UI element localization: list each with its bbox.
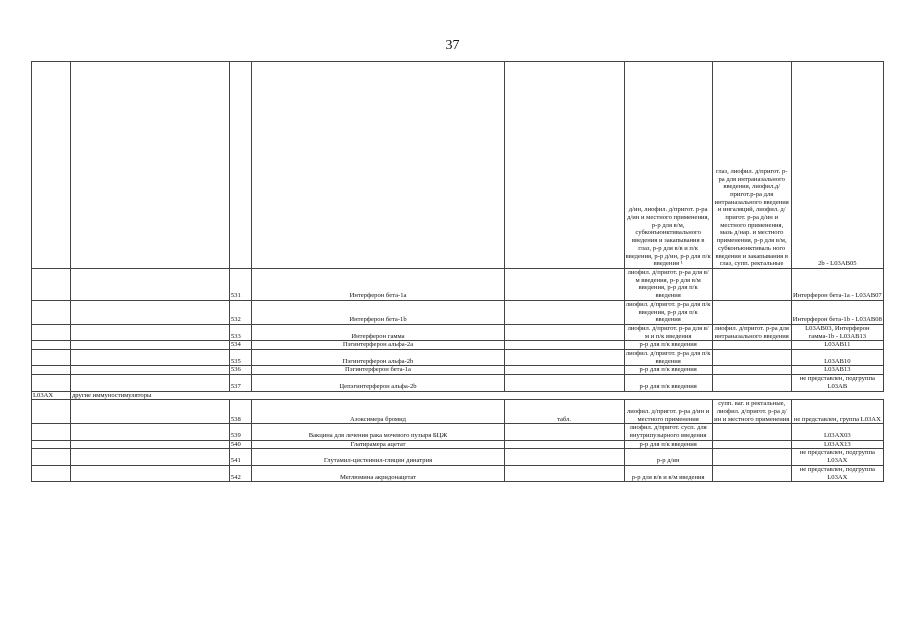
dosage-forms-cell: р-р для п/к введения xyxy=(624,341,712,350)
table-row xyxy=(32,465,884,481)
atc-code-cell: L03AB11 xyxy=(791,341,883,350)
table-cell xyxy=(32,424,71,440)
atc-code-cell: Интерферон бета-1а - L03AB07 xyxy=(791,269,883,301)
note-cell: табл. xyxy=(504,400,624,424)
drug-name: Интерферон бета-1b xyxy=(252,300,504,324)
group-code: L03AX xyxy=(32,391,71,400)
row-number: 531 xyxy=(229,269,252,301)
table-cell xyxy=(70,400,229,424)
dosage-forms-cell: лиофил. д/пригот. р-ра для в/м и п/к введения xyxy=(624,324,712,340)
table-cell xyxy=(70,375,229,391)
atc-code-cell: не представлен, группа L03AX xyxy=(791,400,883,424)
table-cell xyxy=(70,424,229,440)
note-cell xyxy=(504,350,624,366)
dosage-forms-cell: р-р для в/в и в/м введения xyxy=(624,465,712,481)
table-cell xyxy=(32,324,71,340)
note-cell xyxy=(504,440,624,449)
row-number: 533 xyxy=(229,324,252,340)
note-cell xyxy=(504,324,624,340)
atc-code-cell: L03AX03 xyxy=(791,424,883,440)
note-cell xyxy=(504,341,624,350)
dosage-forms-cell: лиофил. д/пригот. сусп. для внутрипузырного введения xyxy=(624,424,712,440)
dosage-forms-cell: супп. ваг. и ректальные, лиофил. д/пригот. р-ра д/ин и местного применения xyxy=(714,400,790,423)
dosage-forms-cell: р-р для п/к введения xyxy=(624,366,712,375)
table-row xyxy=(32,375,884,391)
note-cell xyxy=(504,300,624,324)
drug-name: Интерферон бета-1а xyxy=(252,269,504,301)
table-cell xyxy=(32,350,71,366)
table-cell xyxy=(70,449,229,465)
note-cell xyxy=(504,465,624,481)
dosage-forms-cell: лиофил. д/пригот. р-ра для п/к введения xyxy=(625,350,711,365)
table-cell xyxy=(70,465,229,481)
table-row xyxy=(32,341,884,350)
atc-code-cell: Интерферон бета-1b - L03AB08 xyxy=(791,300,883,324)
table-cell xyxy=(70,300,229,324)
table-cell xyxy=(504,62,624,269)
group-label: другие иммуностимуляторы xyxy=(70,391,883,400)
table-cell xyxy=(32,300,71,324)
table-row xyxy=(32,350,884,366)
dosage-forms-cell xyxy=(712,350,791,366)
dosage-forms-cell: лиофил. д/пригот. р-ра для в/м введения, р-р для в/м введения, р-р для п/к введения xyxy=(624,269,712,301)
table-cell xyxy=(70,440,229,449)
dosage-forms-cell: р-р для п/к введения xyxy=(624,375,712,391)
atc-code-cell: не представлен, подгруппа L03AX xyxy=(791,449,883,465)
table-row xyxy=(32,400,884,424)
atc-code-cell: L03AB03, Интерферон гамма-1b - L03AB13 xyxy=(791,324,883,340)
atc-code-cell: L03AB10 xyxy=(791,350,883,366)
table-row xyxy=(32,440,884,449)
table-row xyxy=(32,324,884,340)
row-number: 536 xyxy=(229,366,252,375)
row-number: 537 xyxy=(229,375,252,391)
drug-name: Пэгинтерферон альфа-2b xyxy=(252,350,504,366)
table-cell xyxy=(70,366,229,375)
table-cell xyxy=(32,62,71,269)
table-row xyxy=(32,300,884,324)
table-cell xyxy=(70,341,229,350)
dosage-forms-cell: р-р д/ин xyxy=(624,449,712,465)
table-row xyxy=(32,62,884,269)
atc-code-cell: L03AB13 xyxy=(791,366,883,375)
table-row xyxy=(32,424,884,440)
table-cell xyxy=(32,440,71,449)
dosage-forms-cell: лиофил. д/пригот. р-ра для п/к введения, р-р для п/к введения xyxy=(625,300,711,324)
table-cell xyxy=(32,375,71,391)
table-cell xyxy=(252,62,504,269)
row-number: 542 xyxy=(229,465,252,481)
table-cell xyxy=(70,350,229,366)
atc-code-cell: не представлен, подгруппа L03AB xyxy=(791,375,883,391)
note-cell xyxy=(504,424,624,440)
row-number: 534 xyxy=(229,341,252,350)
drug-name: Пэгинтерферон бета-1а xyxy=(252,366,504,375)
row-number: 540 xyxy=(229,440,252,449)
dosage-forms-cell xyxy=(712,341,791,350)
row-number: 532 xyxy=(229,300,252,324)
table-cell xyxy=(32,449,71,465)
dosage-forms-cell xyxy=(712,375,791,391)
atc-code-cell: 2b - L03AB05 xyxy=(791,62,883,269)
table-cell xyxy=(32,465,71,481)
dosage-forms-cell: глаз, лиофил. д/пригот. р-ра для интраназального введения, лиофил.д/пригот.р-ра для интраназального введения и ингаляций, лиофил. д/пригот. р-ра д/ин и местного применения, мазь д/нар. и местного применения, р-р для в/м, субконъюнктиваль ного введения и закапывания в глаз, супп. ректальные xyxy=(712,62,791,269)
atc-code-cell: не представлен, подгруппа L03AX xyxy=(791,465,883,481)
drug-name: Интерферон гамма xyxy=(252,324,504,340)
dosage-forms-cell xyxy=(712,366,791,375)
row-number: 541 xyxy=(229,449,252,465)
note-cell xyxy=(504,375,624,391)
atc-code-cell: L03AX13 xyxy=(791,440,883,449)
page-number: 37 xyxy=(445,38,460,53)
row-number: 535 xyxy=(229,350,252,366)
drug-name: Глутамил-цистеинил-глицин динатрия xyxy=(252,449,504,465)
note-cell xyxy=(504,366,624,375)
drug-table xyxy=(31,61,884,482)
table-cell xyxy=(32,400,71,424)
drug-name: Меглюмина акридонацетат xyxy=(252,465,504,481)
dosage-forms-cell xyxy=(712,424,791,440)
group-row xyxy=(32,391,884,400)
dosage-forms-cell xyxy=(712,300,791,324)
drug-name: Цепэгинтерферон альфа-2b xyxy=(252,375,504,391)
dosage-forms-cell xyxy=(712,269,791,301)
table-cell xyxy=(229,62,252,269)
table-cell xyxy=(32,341,71,350)
drug-name: Глатирамера ацетат xyxy=(252,440,504,449)
table-row xyxy=(32,449,884,465)
row-number: 539 xyxy=(229,424,252,440)
dosage-forms-cell: д/ин, лиофил. д/пригот. р-ра д/ин и местного применения, р-р для в/м, субконъюнктивального введения и закапывания в глаз, р-р для в/в и п/к введения, р-р д/ин, р-р для п/к введения ¹ xyxy=(624,62,712,269)
dosage-forms-cell: р-р для п/к введения xyxy=(624,440,712,449)
note-cell xyxy=(504,449,624,465)
drug-name: Пэгинтерферон альфа-2а xyxy=(252,341,504,350)
drug-name: Вакцина для лечения рака мочевого пузыря БЦЖ xyxy=(252,424,504,440)
table-row xyxy=(32,269,884,301)
table-cell xyxy=(32,366,71,375)
row-number: 538 xyxy=(229,400,252,424)
dosage-forms-cell: лиофил. д/пригот. р-ра д/ин и местного применения xyxy=(624,400,712,424)
drug-name: Азоксимера бромид xyxy=(252,400,504,424)
table-cell xyxy=(70,269,229,301)
table-cell xyxy=(32,269,71,301)
dosage-forms-cell xyxy=(712,449,791,465)
table-cell xyxy=(70,324,229,340)
table-row xyxy=(32,366,884,375)
table-cell xyxy=(70,62,229,269)
dosage-forms-cell: лиофил. д/пригот. р-ра для интраназального введения xyxy=(712,324,791,340)
dosage-forms-cell xyxy=(712,465,791,481)
dosage-forms-cell xyxy=(712,440,791,449)
note-cell xyxy=(504,269,624,301)
